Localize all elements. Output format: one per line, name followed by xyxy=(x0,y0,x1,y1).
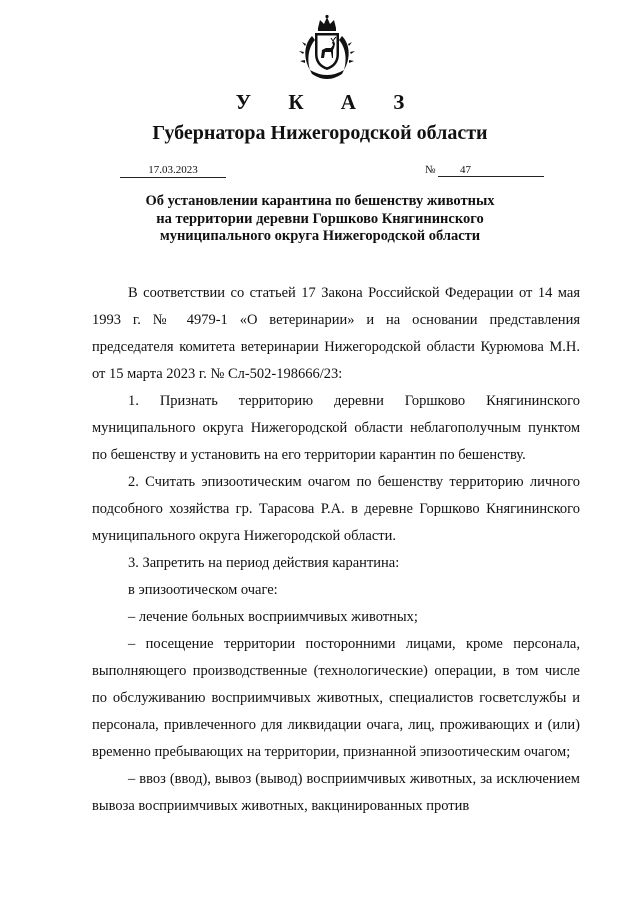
dash-item-2: – посещение территории посторонними лицами, кроме персонала, выполняющего производственные (технологические) операции, в том числе по обслуживанию восприимчивых животных, специалистов госветслужбы и персонала, привлеченного для ликвидации очага, лиц, проживающих и (или) временно пребывающих на территории, признанной эпизоотическим очагом; xyxy=(92,636,580,760)
item-3-paragraph: 3. Запретить на период действия карантина: xyxy=(128,555,400,571)
item-3-subheading: в эпизоотическом очаге: xyxy=(128,582,278,598)
decree-subject xyxy=(100,193,540,246)
decree-date: 17.03.2023 xyxy=(120,164,226,178)
subject-line: муниципального округа Нижегородской области xyxy=(159,228,481,244)
decree-number: 47 xyxy=(438,164,544,177)
dash-item-3: – ввоз (ввод), вывоз (вывод) восприимчивых животных, за исключением вывоза восприимчивых животных, вакцинированных против xyxy=(92,771,580,814)
number-label: № xyxy=(425,164,436,176)
document-type-title: У К А З xyxy=(235,90,421,114)
item-2-paragraph: 2. Считать эпизоотическим очагом по бешенству территорию личного подсобного хозяйства гр. Тарасова Р.А. в деревне Горшково Княгининского муниципального округа Нижегородской области. xyxy=(92,474,580,544)
intro-paragraph: В соответствии со статьей 17 Закона Российской Федерации от 14 мая 1993 г. № 4979-1 «О ветеринарии» и на основании представления председателя комитета ветеринарии Нижегородской области Курюмова М.Н. от 15 марта 2023 г. № Сл-502-198666/23: xyxy=(92,285,580,382)
subject-line: на территории деревни Горшково Княгининского xyxy=(156,210,484,227)
decree-body xyxy=(92,280,580,820)
coat-of-arms-icon xyxy=(298,14,356,82)
item-1-paragraph: 1. Признать территорию деревни Горшково Княгининского муниципального округа Нижегородской области неблагополучным пунктом по бешенству и установить на его территории карантин по бешенству. xyxy=(92,393,580,463)
dash-item-1: – лечение больных восприимчивых животных; xyxy=(128,609,418,625)
subject-line: Об установлении карантина по бешенству животных xyxy=(145,193,495,209)
issuer-title: Губернатора Нижегородской области xyxy=(152,122,488,144)
